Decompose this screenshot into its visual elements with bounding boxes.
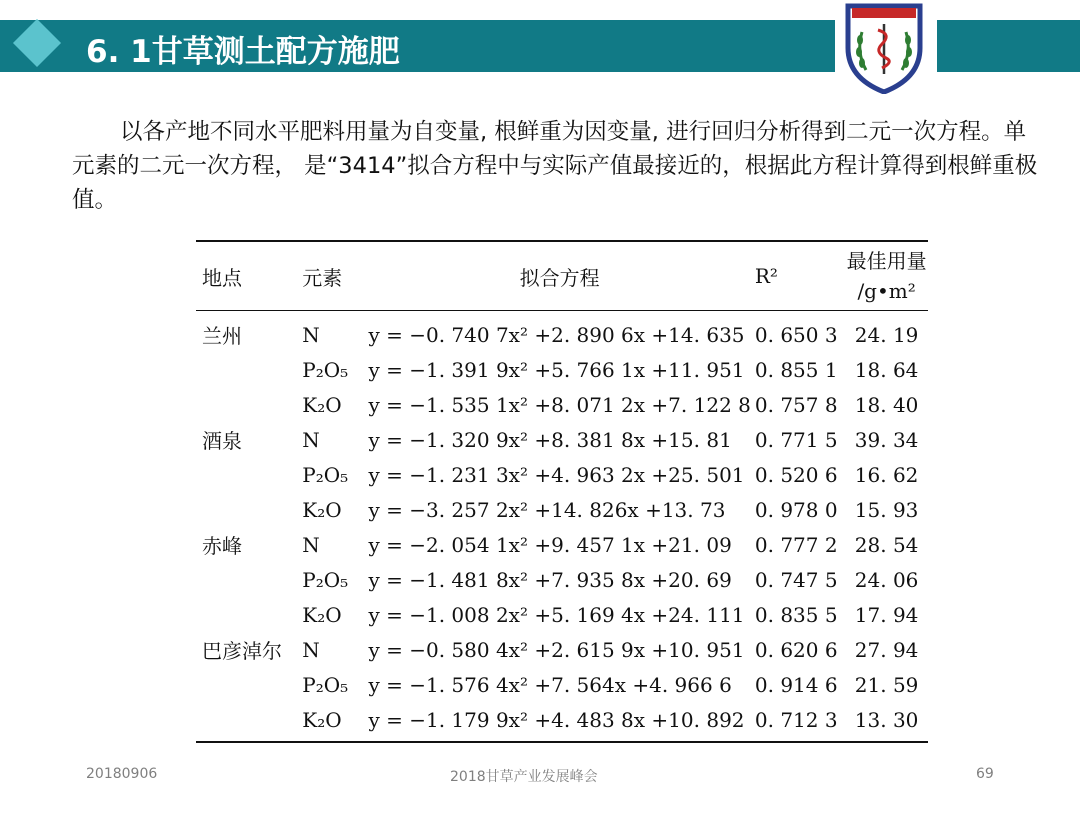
cell-equation: y = −1. 535 1x² +8. 071 2x +7. 122 8 — [368, 392, 751, 417]
cell-element: K₂O — [302, 602, 342, 627]
cell-site — [196, 352, 302, 387]
cell-site: 巴彦淖尔 — [202, 639, 282, 663]
cell-equation: y = −1. 008 2x² +5. 169 4x +24. 111 — [368, 602, 745, 627]
table-row — [196, 352, 928, 387]
cell-equation: y = −1. 576 4x² +7. 564x +4. 966 6 — [368, 672, 732, 697]
cell-equation: y = −1. 481 8x² +7. 935 8x +20. 69 — [368, 567, 732, 592]
cell-element: P₂O₅ — [302, 567, 349, 592]
cell-optimal: 15. 93 — [854, 497, 919, 522]
intro-text: 以各产地不同水平肥料用量为自变量, 根鲜重为因变量, 进行回归分析得到二元一次方程。单元素的二元一次方程， 是“3414”拟合方程中与实际产值最接近的，根据此方程计算得到根鲜重极值。 — [72, 119, 1038, 213]
cell-site — [196, 387, 302, 422]
cell-r2: 0. 777 2 — [754, 532, 838, 557]
cell-optimal: 17. 94 — [854, 602, 919, 627]
table-row — [196, 387, 928, 422]
cell-optimal: 21. 59 — [854, 672, 919, 697]
cell-optimal: 28. 54 — [854, 532, 919, 557]
cell-equation: y = −1. 320 9x² +8. 381 8x +15. 81 — [368, 427, 732, 452]
header-element: 元素 — [302, 265, 343, 290]
footer-event: 2018甘草产业发展峰会 — [450, 769, 598, 785]
cell-r2: 0. 835 5 — [754, 602, 838, 627]
cell-optimal: 18. 40 — [854, 392, 919, 417]
header-r2-text: R² — [754, 264, 778, 288]
cell-optimal: 24. 19 — [854, 322, 919, 347]
cell-equation: y = −1. 391 9x² +5. 766 1x +11. 951 — [368, 357, 745, 382]
cell-element: N — [302, 322, 320, 347]
header-site: 地点 — [202, 265, 242, 290]
cell-site — [196, 667, 302, 702]
cell-element: K₂O — [302, 497, 342, 522]
cell-equation: y = −3. 257 2x² +14. 826x +13. 73 — [368, 497, 726, 522]
cell-r2: 0. 650 3 — [754, 322, 838, 347]
table-row — [196, 702, 928, 742]
cell-optimal: 13. 30 — [854, 707, 919, 732]
cell-site: 酒泉 — [202, 429, 242, 453]
cell-optimal: 24. 06 — [854, 567, 919, 592]
cell-r2: 0. 757 8 — [754, 392, 838, 417]
cell-element: P₂O₅ — [302, 672, 349, 697]
footer-date: 20180906 — [86, 766, 158, 782]
cell-element: N — [302, 427, 320, 452]
regression-table-grid — [196, 240, 928, 743]
cell-element: N — [302, 637, 320, 662]
table-row — [196, 457, 928, 492]
cell-optimal: 27. 94 — [854, 637, 919, 662]
cell-equation: y = −1. 179 9x² +4. 483 8x +10. 892 — [368, 707, 745, 732]
cell-element: P₂O₅ — [302, 357, 349, 382]
university-emblem-icon — [842, 2, 926, 94]
cell-r2: 0. 914 6 — [754, 672, 838, 697]
cell-element: K₂O — [302, 392, 342, 417]
cell-r2: 0. 855 1 — [754, 357, 838, 382]
header-optimal-label: 最佳用量 — [846, 249, 927, 273]
header-bar-right — [937, 20, 1080, 72]
table-row — [196, 422, 928, 457]
cell-site: 赤峰 — [202, 534, 242, 558]
cell-equation: y = −2. 054 1x² +9. 457 1x +21. 09 — [368, 532, 732, 557]
cell-site — [196, 597, 302, 632]
cell-site — [196, 702, 302, 742]
cell-site: 兰州 — [202, 324, 242, 348]
header-optimal-unit: /g•m² — [857, 279, 916, 303]
header-optimal — [845, 241, 928, 311]
cell-optimal: 39. 34 — [854, 427, 919, 452]
cell-equation: y = −1. 231 3x² +4. 963 2x +25. 501 — [368, 462, 745, 487]
table-row — [196, 562, 928, 597]
page-title: 6. 1甘草测土配方施肥 — [86, 34, 400, 70]
table-row — [196, 597, 928, 632]
table-row — [196, 667, 928, 702]
header-r2 — [751, 241, 845, 311]
cell-element: N — [302, 532, 320, 557]
cell-optimal: 16. 62 — [854, 462, 919, 487]
header-equation: 拟合方程 — [519, 265, 600, 290]
table-row — [196, 632, 928, 667]
regression-table — [196, 240, 928, 743]
cell-element: K₂O — [302, 707, 342, 732]
table-header-row — [196, 241, 928, 311]
cell-element: P₂O₅ — [302, 462, 349, 487]
cell-optimal: 18. 64 — [854, 357, 919, 382]
table-row — [196, 527, 928, 562]
table-body — [196, 311, 928, 743]
cell-r2: 0. 712 3 — [754, 707, 838, 732]
table-row — [196, 311, 928, 353]
footer-page-number: 69 — [976, 766, 994, 782]
table-row — [196, 492, 928, 527]
intro-paragraph — [72, 115, 1044, 217]
cell-equation: y = −0. 740 7x² +2. 890 6x +14. 635 — [368, 322, 745, 347]
cell-r2: 0. 620 6 — [754, 637, 838, 662]
cell-site — [196, 492, 302, 527]
cell-r2: 0. 747 5 — [754, 567, 838, 592]
cell-site — [196, 562, 302, 597]
cell-equation: y = −0. 580 4x² +2. 615 9x +10. 951 — [368, 637, 745, 662]
cell-site — [196, 457, 302, 492]
cell-r2: 0. 978 0 — [754, 497, 838, 522]
cell-r2: 0. 520 6 — [754, 462, 838, 487]
cell-r2: 0. 771 5 — [754, 427, 838, 452]
